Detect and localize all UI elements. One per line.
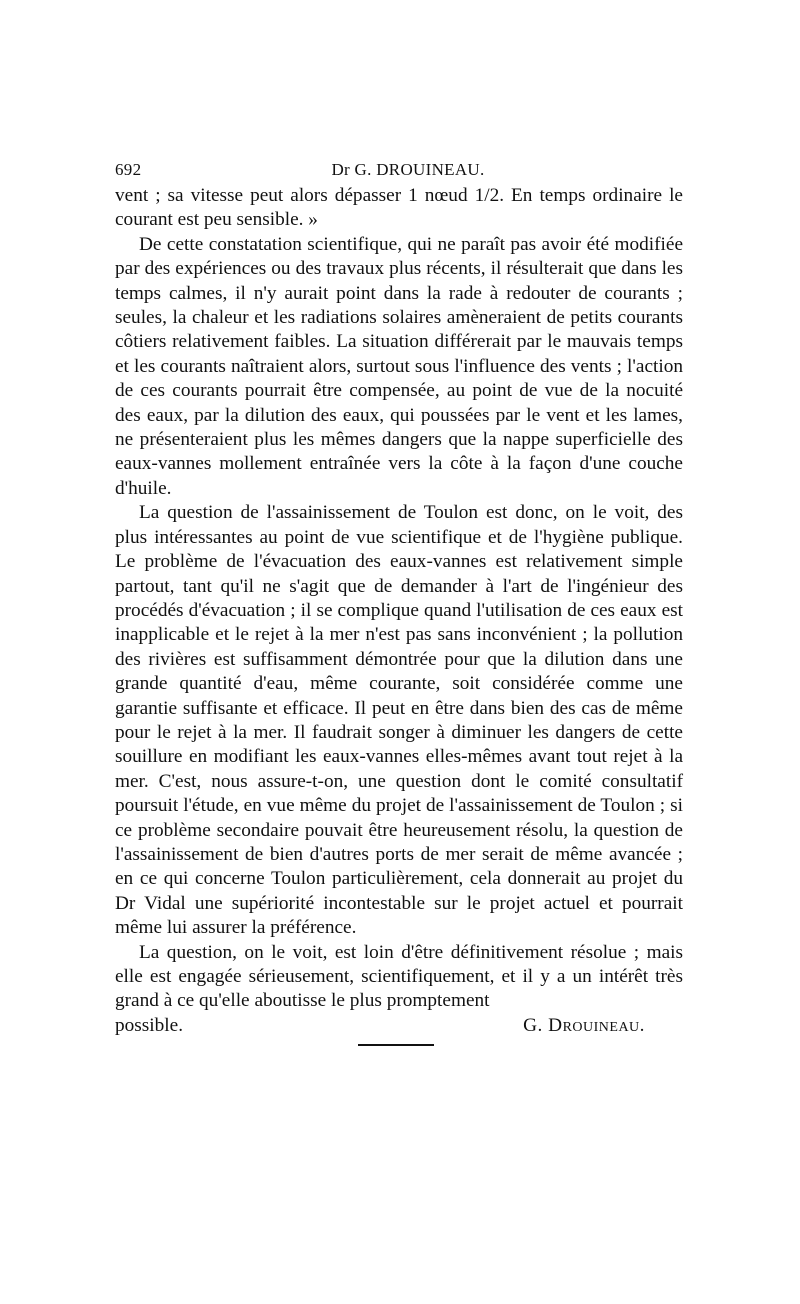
end-rule [358,1044,434,1046]
paragraph-2: De cette constatation scientifique, qui ne paraît pas avoir été modifiée par des expériences ou des travaux plus récents, il résulterait que dans les temps calmes, il n'y aurait point dans la rade à redouter de courants ; seules, la chaleur et les radiations solaires amèneraient de petits courants côtiers relativement faibles. La situation différerait par le mauvais temps et les courants naîtraient alors, surtout sous l'influence des vents ; l'action de ces courants pourrait être compensée, au point de vue de la nocuité des eaux, par la dilution des eaux, qui poussées par le vent et les lames, ne présenteraient plus les mêmes dangers que la nappe superficielle des eaux-vannes mollement entraînée vers la côte à la façon d'une couche d'huile. [115,233,683,499]
closing-line [115,1014,683,1038]
document-page [115,150,683,1046]
author-signature: G. Drouineau. [523,1014,645,1036]
paragraph-1: vent ; sa vitesse peut alors dépasser 1 nœud 1/2. En temps ordinaire le courant est peu sensible. » [115,185,683,231]
closing-word: possible. [115,1014,184,1036]
page-number: 692 [115,160,142,179]
paragraph-4: La question, on le voit, est loin d'être définitivement résolue ; mais elle est engagée sérieusement, scientifiquement, et il y a un intérêt très grand à ce qu'elle aboutisse le plus promptement [115,941,683,1012]
body-text [115,184,683,1046]
running-title: Dr G. DROUINEAU. [331,160,485,179]
paragraph-3: La question de l'assainissement de Toulon est donc, on le voit, des plus intéressantes au point de vue scientifique et de l'hygiène publique. Le problème de l'évacuation des eaux-vannes est relativement simple partout, tant qu'il ne s'agit que de demander à l'art de l'ingénieur des procédés d'évacuation ; il se complique quand l'utilisation de ces eaux est inapplicable et le rejet à la mer n'est pas sans inconvénient ; la pollution des rivières est suffisamment démontrée pour que la dilution dans une grande quantité d'eau, même courante, soit considérée comme une garantie suffisante et efficace. Il peut en être dans bien des cas de même pour le rejet à la mer. Il faudrait songer à diminuer les dangers de cette souillure en modifiant les eaux-vannes elles-mêmes avant tout rejet à la mer. C'est, nous assure-t-on, une question dont le comité consultatif poursuit l'étude, en vue même du projet de l'assainissement de Toulon ; si ce problème secondaire pouvait être heureusement résolu, la question de l'assainissement de bien d'autres ports de mer serait de même avancée ; en ce qui concerne Toulon particulièrement, cela donnerait au projet du Dr Vidal une supériorité incontestable sur le projet actuel et pourrait même lui assurer la préférence. [115,502,683,939]
page-header [115,150,683,184]
